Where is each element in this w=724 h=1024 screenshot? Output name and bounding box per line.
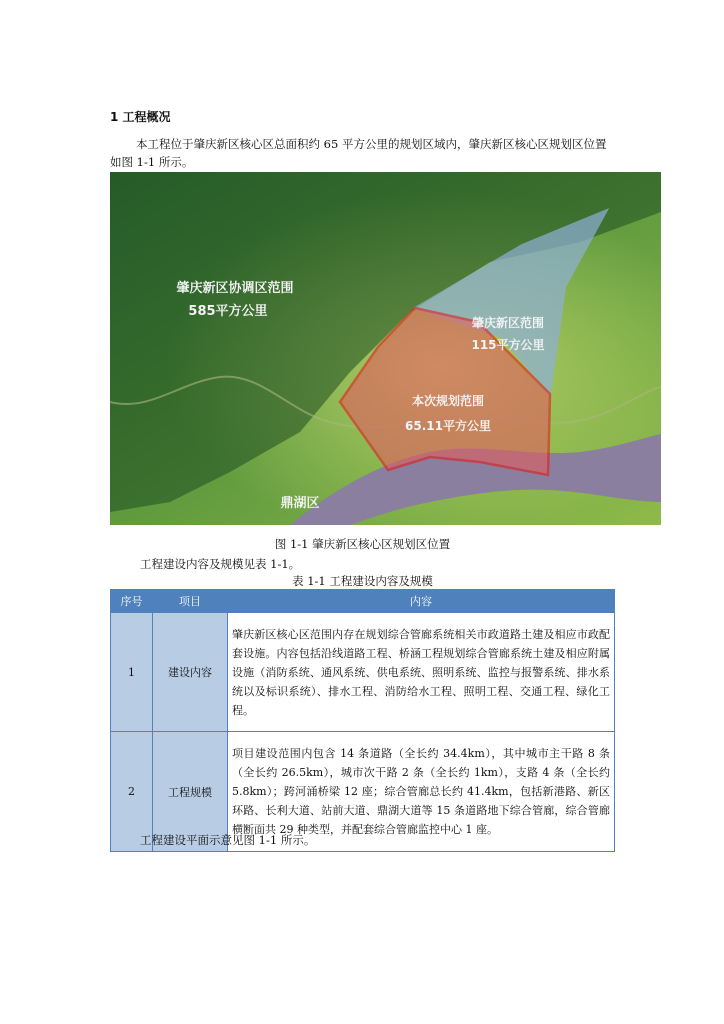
planning-area-map [110,172,661,525]
core-area-name-label: 肇庆新区范围 [471,316,545,330]
header-no: 序号 [111,590,153,613]
coordination-area-size-label: 585平方公里 [188,304,268,319]
table-intro-paragraph: 工程建设内容及规模见表 1-1。 [140,557,301,571]
row-no: 1 [111,613,153,732]
row-item: 工程规模 [153,732,228,852]
table-row [111,613,615,732]
intro-paragraph: 本工程位于肇庆新区核心区总面积约 65 平方公里的规划区域内，肇庆新区核心区规划区位置如图 1-1 所示。 [110,137,607,169]
header-item: 项目 [153,590,228,613]
closing-paragraph: 工程建设平面示意见图 1-1 所示。 [140,833,316,847]
row-content: 项目建设范围内包含 14 条道路（全长约 34.4km），其中城市主干路 8 条（全长约 26.5km），城市次干路 2 条（全长约 1km），支路 4 条（全长约 5.8km）；跨河涌桥梁 12 座；综合管廊总长约 41.4km，包括新港路、新区环路、长利大道、站前大道、鼎湖大道等 15 条道路地下综合管廊，综合管廊横断面共 29 种类型，并配套综合管廊监控中心 1 座。 [228,732,615,852]
row-no: 2 [111,732,153,852]
table-header-row [111,590,615,613]
row-content: 肇庆新区核心区范围内存在规划综合管廊系统相关市政道路土建及相应市政配套设施。内容包括沿线道路工程、桥涵工程规划综合管廊系统土建及相应附属设施（消防系统、通风系统、供电系统、照明系统、监控与报警系统、排水系统以及标识系统）、排水工程、消防给水工程、照明工程、交通工程、绿化工程。 [228,613,615,732]
planning-area-name-label: 本次规划范围 [411,394,485,408]
header-content: 内容 [228,590,615,613]
coordination-area-name-label: 肇庆新区协调区范围 [176,281,294,296]
construction-table [110,589,615,852]
table-caption: 表 1-1 工程建设内容及规模 [292,574,433,588]
row-item: 建设内容 [153,613,228,732]
figure-caption: 图 1-1 肇庆新区核心区规划区位置 [274,537,451,551]
district-label: 鼎湖区 [280,496,320,511]
planning-area-size-label: 65.11平方公里 [405,419,491,433]
core-area-size-label: 115平方公里 [471,338,545,352]
section-heading: 1 工程概况 [110,110,171,124]
